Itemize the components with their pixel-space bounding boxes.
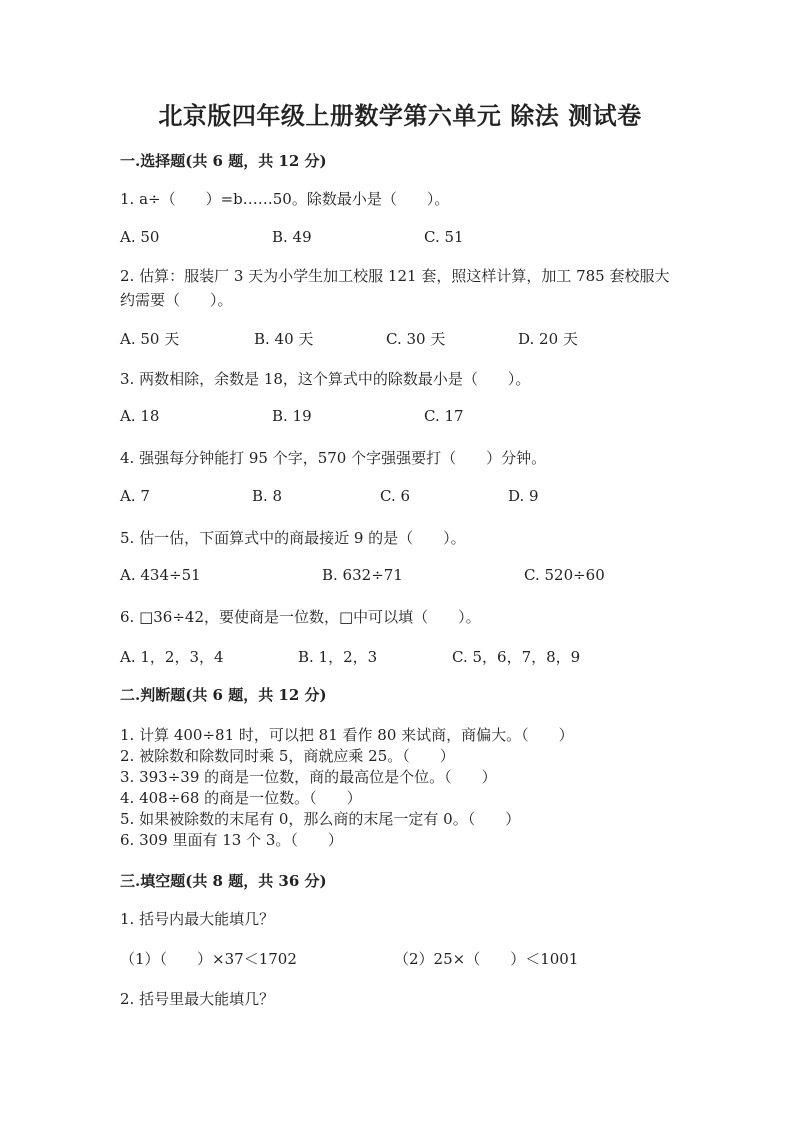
choice-question-6: 6. □36÷42，要使商是一位数，□中可以填（ ）。 [120, 608, 481, 626]
choice-5-option-b: B. 632÷71 [322, 566, 403, 584]
choice-question-4: 4. 强强每分钟能打 95 个字，570 个字强强要打（ ）分钟。 [120, 449, 547, 467]
choice-3-option-b: B. 19 [272, 407, 312, 425]
judge-item-4: 4. 408÷68 的商是一位数。（ ） [120, 789, 362, 807]
choice-1-option-a: A. 50 [120, 228, 160, 246]
choice-4-option-a: A. 7 [120, 487, 150, 505]
page-title: 北京版四年级上册数学第六单元 除法 测试卷 [158, 101, 642, 130]
fill-1-part-1: （1）（ ）×37＜1702 [120, 950, 297, 968]
judge-item-2: 2. 被除数和除数同时乘 5，商就应乘 25。（ ） [120, 747, 455, 765]
choice-2-option-c: C. 30 天 [386, 330, 446, 348]
fill-question-1: 1. 括号内最大能填几？ [120, 910, 275, 928]
choice-question-5: 5. 估一估，下面算式中的商最接近 9 的是（ ）。 [120, 529, 466, 547]
choice-4-option-c: C. 6 [380, 487, 411, 505]
section-fill-heading: 三.填空题(共 8 题，共 36 分) [120, 872, 327, 890]
choice-3-option-c: C. 17 [424, 407, 464, 425]
choice-1-option-c: C. 51 [424, 228, 464, 246]
choice-5-option-c: C. 520÷60 [524, 566, 605, 584]
choice-3-option-a: A. 18 [120, 407, 160, 425]
fill-question-2: 2. 括号里最大能填几？ [120, 990, 275, 1008]
choice-1-option-b: B. 49 [272, 228, 312, 246]
choice-6-option-c: C. 5，6，7，8，9 [452, 648, 581, 666]
choice-question-2: 2. 估算：服装厂 3 天为小学生加工校服 121 套，照这样计算，加工 785 套校服大约需要（ ）。 [120, 267, 670, 309]
choice-4-option-d: D. 9 [508, 487, 539, 505]
choice-6-option-a: A. 1，2，3，4 [120, 648, 224, 666]
choice-2-option-d: D. 20 天 [518, 330, 578, 348]
choice-6-option-b: B. 1，2，3 [298, 648, 378, 666]
choice-question-3: 3. 两数相除，余数是 18，这个算式中的除数最小是（ ）。 [120, 370, 531, 388]
choice-2-option-a: A. 50 天 [120, 330, 180, 348]
choice-5-option-a: A. 434÷51 [120, 566, 201, 584]
choice-4-option-b: B. 8 [252, 487, 283, 505]
judge-item-3: 3. 393÷39 的商是一位数，商的最高位是个位。（ ） [120, 768, 497, 786]
section-choice-heading: 一.选择题(共 6 题，共 12 分) [120, 152, 327, 170]
judge-item-6: 6. 309 里面有 13 个 3。（ ） [120, 831, 343, 849]
judge-item-1: 1. 计算 400÷81 时，可以把 81 看作 80 来试商，商偏大。（ ） [120, 726, 574, 744]
fill-1-part-2: （2）25×（ ）＜1001 [394, 950, 579, 968]
section-judge-heading: 二.判断题(共 6 题，共 12 分) [120, 686, 327, 704]
choice-question-1: 1. a÷（ ）=b……50。除数最小是（ ）。 [120, 190, 450, 208]
judge-item-5: 5. 如果被除数的末尾有 0，那么商的末尾一定有 0。（ ） [120, 810, 521, 828]
choice-2-option-b: B. 40 天 [254, 330, 314, 348]
